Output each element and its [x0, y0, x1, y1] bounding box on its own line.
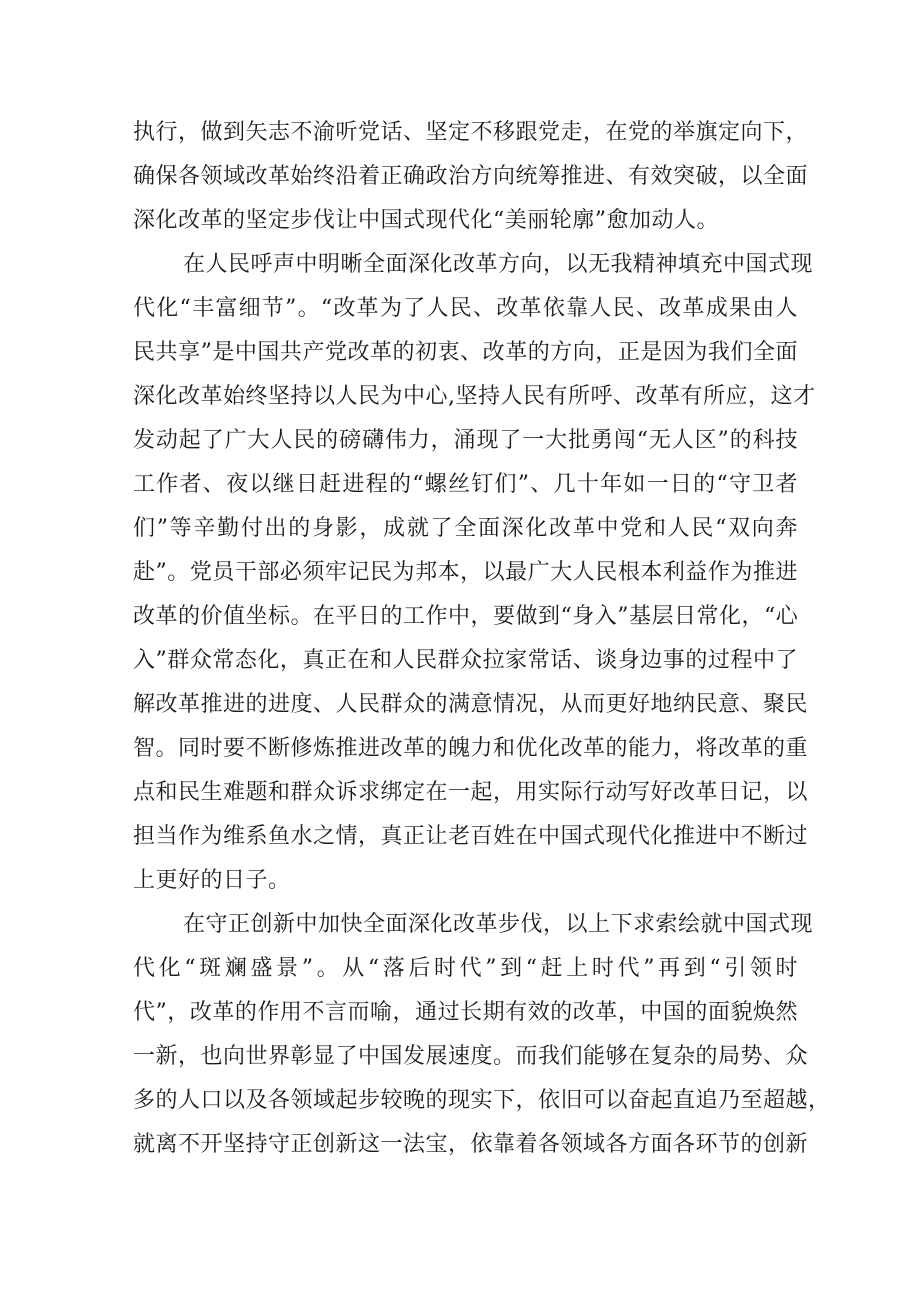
text-line: 代”，改革的作用不言而喻，通过长期有效的改革，中国的面貌焕然 [133, 1000, 798, 1025]
text-line: 深化改革始终坚持以人民为中心,坚持人民有所呼、改革有所应，这才 [133, 384, 816, 409]
text-line: 上更好的日子。 [133, 868, 291, 893]
text-line: 民共享”是中国共产党改革的初衷、改革的方向，正是因为我们全面 [133, 340, 798, 365]
text-line: 解改革推进的进度、人民群众的满意情况，从而更好地纳民意、聚民 [133, 692, 809, 717]
text-line: 赴”。党员干部必须牢记民为邦本，以最广大人民根本利益作为推进 [133, 560, 798, 585]
text-line: 点和民生难题和群众诉求绑定在一起，用实际行动写好改革日记，以 [133, 780, 809, 805]
text-line: 入”群众常态化，真正在和人民群众拉家常话、谈身边事的过程中了 [133, 648, 798, 673]
paragraph-first-line: 在人民呼声中明晰全面深化改革方向，以无我精神填充中国式现 [183, 252, 814, 277]
paragraph-first-line: 在守正创新中加快全面深化改革步伐，以上下求索绘就中国式现 [183, 912, 814, 937]
text-line: 智。同时要不断修炼推进改革的魄力和优化改革的能力，将改革的重 [133, 736, 809, 761]
text-line: 多的人口以及各领域起步较晚的现实下，依旧可以奋起直追乃至超越， [133, 1088, 831, 1113]
text-line: 改革的价值坐标。在平日的工作中，要做到“身入”基层日常化，“心 [133, 604, 799, 629]
text-line: 代化“斑斓盛景”。从“落后时代”到“赶上时代”再到“引领时 [133, 956, 798, 981]
text-line: 担当作为维系鱼水之情，真正让老百姓在中国式现代化推进中不断过 [133, 824, 809, 849]
text-line: 执行，做到矢志不渝听党话、坚定不移跟党走，在党的举旗定向下， [133, 120, 809, 145]
text-line: 一新，也向世界彰显了中国发展速度。而我们能够在复杂的局势、众 [133, 1044, 809, 1069]
text-line: 发动起了广大人民的磅礴伟力，涌现了一大批勇闯“无人区”的科技 [133, 428, 798, 453]
text-line: 代化“丰富细节”。“改革为了人民、改革依靠人民、改革成果由人 [133, 296, 798, 321]
text-line: 工作者、夜以继日赶进程的“螺丝钉们”、几十年如一日的“守卫者 [133, 472, 798, 497]
text-line: 确保各领域改革始终沿着正确政治方向统筹推进、有效突破，以全面 [133, 164, 809, 189]
text-line: 们”等辛勤付出的身影，成就了全面深化改革中党和人民“双向奔 [133, 516, 798, 541]
text-line: 深化改革的坚定步伐让中国式现代化“美丽轮廓”愈加动人。 [133, 208, 719, 233]
text-line: 就离不开坚持守正创新这一法宝，依靠着各领域各方面各环节的创新 [133, 1132, 809, 1157]
